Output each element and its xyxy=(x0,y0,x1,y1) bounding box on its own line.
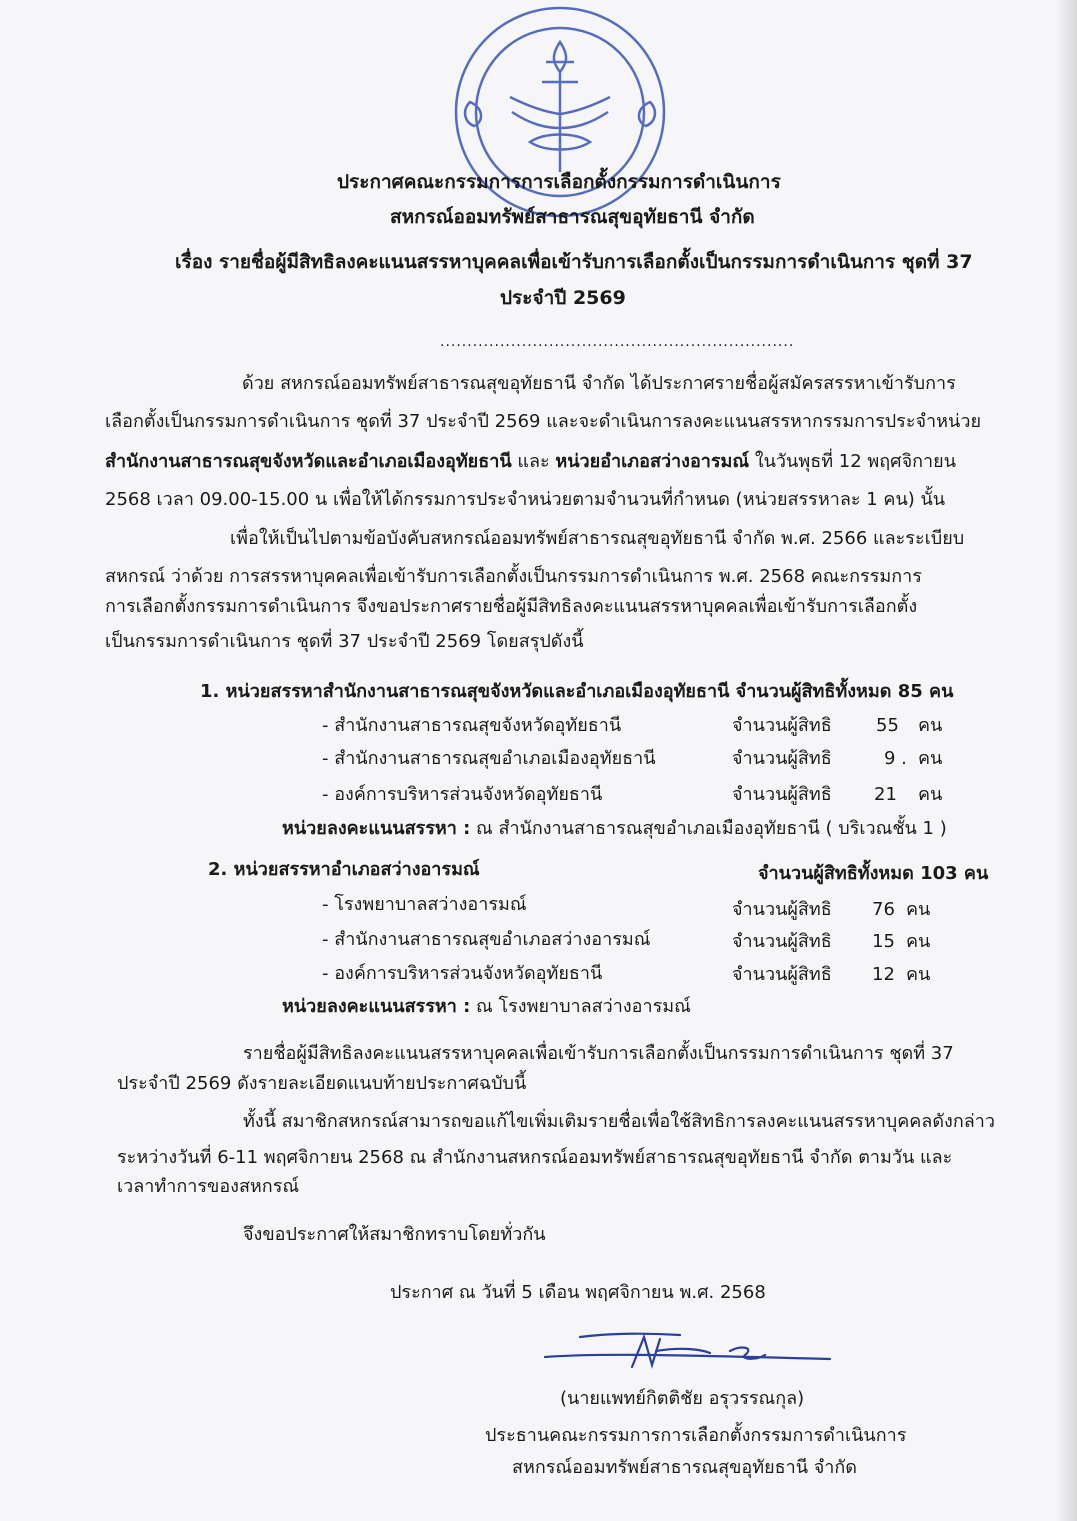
unit2-row2-name: - สำนักงานสาธารณสุขอำเภอสว่างอารมณ์ xyxy=(322,929,651,950)
unit2-vote-line xyxy=(282,995,691,1019)
para1-line4: 2568 เวลา 09.00-15.00 น เพื่อให้ได้กรรมการประจำหน่วยตามจำนวนที่กำหนด (หน่วยสรรหาละ 1 คน) นั้น xyxy=(105,489,946,510)
unit1-row3-label: จำนวนผู้สิทธิ xyxy=(732,784,832,805)
unit1-row2-unit: คน xyxy=(918,748,943,769)
unit2-row1-label: จำนวนผู้สิทธิ xyxy=(732,899,832,920)
unit1-vote-place: ณ สำนักงานสาธารณสุขอำเภอเมืองอุทัยธานี ( บริเวณชั้น 1 ) xyxy=(470,818,947,839)
para1-date: ในวันพุธที่ 12 พฤศจิกายน xyxy=(749,451,956,472)
unit1-row1-label: จำนวนผู้สิทธิ xyxy=(732,715,832,736)
unit1-heading: 1. หน่วยสรรหาสำนักงานสาธารณสุขจังหวัดและอำเภอเมืองอุทัยธานี จำนวนผู้สิทธิทั้งหมด 85 คน xyxy=(200,681,954,702)
signer-position1: ประธานคณะกรรมการการเลือกตั้งกรรมการดำเนินการ xyxy=(485,1425,907,1446)
unit1-row3-count: 21 xyxy=(874,784,897,805)
signer-position2: สหกรณ์ออมทรัพย์สาธารณสุขอุทัยธานี จำกัด xyxy=(512,1457,857,1478)
para1-unit2-name: หน่วยอำเภอสว่างอารมณ์ xyxy=(555,451,750,472)
unit2-row1-count: 76 xyxy=(872,899,895,920)
para2-line2: สหกรณ์ ว่าด้วย การสรรหาบุคคลเพื่อเข้ารับการเลือกตั้งเป็นกรรมการดำเนินการ พ.ศ. 2568 คณะกรรมการ xyxy=(105,566,922,587)
closing-text: จึงขอประกาศให้สมาชิกทราบโดยทั่วกัน xyxy=(243,1224,546,1245)
unit1-row2-label: จำนวนผู้สิทธิ xyxy=(732,748,832,769)
para3-line1: รายชื่อผู้มีสิทธิลงคะแนนสรรหาบุคคลเพื่อเข้ารับการเลือกตั้งเป็นกรรมการดำเนินการ ชุดที่ 37 xyxy=(243,1043,954,1064)
page-edge-shadow xyxy=(1055,0,1077,1521)
unit2-row2-unit: คน xyxy=(906,931,931,952)
para1-line3 xyxy=(105,450,956,474)
para4-line3: เวลาทำการของสหกรณ์ xyxy=(117,1176,300,1197)
signer-name: (นายแพทย์กิตติชัย อรุวรรณกุล) xyxy=(560,1388,805,1409)
para2-line3: การเลือกตั้งกรรมการดำเนินการ จึงขอประกาศรายชื่อผู้มีสิทธิลงคะแนนสรรหาบุคคลเพื่อเข้ารับการเลือกตั้ง xyxy=(105,596,918,617)
unit1-row1-name: - สำนักงานสาธารณสุขจังหวัดอุทัยธานี xyxy=(322,715,622,736)
para1-unit1-name: สำนักงานสาธารณสุขจังหวัดและอำเภอเมืองอุทัยธานี xyxy=(105,451,512,472)
header-title-line1: ประกาศคณะกรรมการการเลือกตั้งกรรมการดำเนินการ xyxy=(337,171,781,193)
para4-line2: ระหว่างวันที่ 6-11 พฤศจิกายน 2568 ณ สำนักงานสหกรณ์ออมทรัพย์สาธารณสุขอุทัยธานี จำกัด ตามวัน และ xyxy=(117,1147,953,1168)
unit2-vote-place: ณ โรงพยาบาลสว่างอารมณ์ xyxy=(470,996,691,1017)
unit2-row3-unit: คน xyxy=(906,964,931,985)
unit2-total: จำนวนผู้สิทธิทั้งหมด 103 คน xyxy=(758,863,989,884)
header-subject: เรื่อง รายชื่อผู้มีสิทธิลงคะแนนสรรหาบุคคลเพื่อเข้ารับการเลือกตั้งเป็นกรรมการดำเนินการ ชุดที่ 37 xyxy=(175,251,973,273)
unit2-row3-name: - องค์การบริหารส่วนจังหวัดอุทัยธานี xyxy=(322,963,603,984)
header-title-line2: สหกรณ์ออมทรัพย์สาธารณสุขอุทัยธานี จำกัด xyxy=(390,206,755,228)
header-divider: ................................................................. xyxy=(440,334,795,350)
unit1-row1-count: 55 xyxy=(876,715,899,736)
para2-line1: เพื่อให้เป็นไปตามข้อบังคับสหกรณ์ออมทรัพย์สาธารณสุขอุทัยธานี จำกัด พ.ศ. 2566 และระเบียบ xyxy=(230,528,965,549)
para3-line2: ประจำปี 2569 ดังรายละเอียดแนบท้ายประกาศฉบับนี้ xyxy=(117,1073,527,1094)
unit2-row3-label: จำนวนผู้สิทธิ xyxy=(732,964,832,985)
unit1-row1-unit: คน xyxy=(918,715,943,736)
unit2-row1-unit: คน xyxy=(906,899,931,920)
unit1-row2-count: 9 . xyxy=(884,748,907,769)
unit2-heading: 2. หน่วยสรรหาอำเภอสว่างอารมณ์ xyxy=(208,859,480,880)
unit2-row2-label: จำนวนผู้สิทธิ xyxy=(732,931,832,952)
unit1-row3-name: - องค์การบริหารส่วนจังหวัดอุทัยธานี xyxy=(322,784,603,805)
unit2-row3-count: 12 xyxy=(872,964,895,985)
signature-icon xyxy=(540,1325,840,1375)
para1-line1: ด้วย สหกรณ์ออมทรัพย์สาธารณสุขอุทัยธานี จำกัด ได้ประกาศรายชื่อผู้สมัครสรรหาเข้ารับการ xyxy=(242,373,956,394)
unit1-row3-unit: คน xyxy=(918,784,943,805)
announce-date: ประกาศ ณ วันที่ 5 เดือน พฤศจิกายน พ.ศ. 2568 xyxy=(390,1282,766,1303)
unit2-row1-name: - โรงพยาบาลสว่างอารมณ์ xyxy=(322,894,527,915)
unit1-row2-name: - สำนักงานสาธารณสุขอำเภอเมืองอุทัยธานี xyxy=(322,748,656,769)
para2-line4: เป็นกรรมการดำเนินการ ชุดที่ 37 ประจำปี 2569 โดยสรุปดังนี้ xyxy=(105,631,584,652)
unit1-vote-line xyxy=(282,817,947,841)
para1-line2: เลือกตั้งเป็นกรรมการดำเนินการ ชุดที่ 37 ประจำปี 2569 และจะดำเนินการลงคะแนนสรรหากรรมการประจำหน่วย xyxy=(105,411,981,432)
header-year: ประจำปี 2569 xyxy=(500,287,626,309)
unit1-vote-label: หน่วยลงคะแนนสรรหา : xyxy=(282,818,471,839)
unit2-vote-label: หน่วยลงคะแนนสรรหา : xyxy=(282,996,471,1017)
para1-and: และ xyxy=(511,451,556,472)
para4-line1: ทั้งนี้ สมาชิกสหกรณ์สามารถขอแก้ไขเพิ่มเติมรายชื่อเพื่อใช้สิทธิการลงคะแนนสรรหาบุคคลดังกล่าว xyxy=(243,1111,995,1132)
unit2-row2-count: 15 xyxy=(872,931,895,952)
